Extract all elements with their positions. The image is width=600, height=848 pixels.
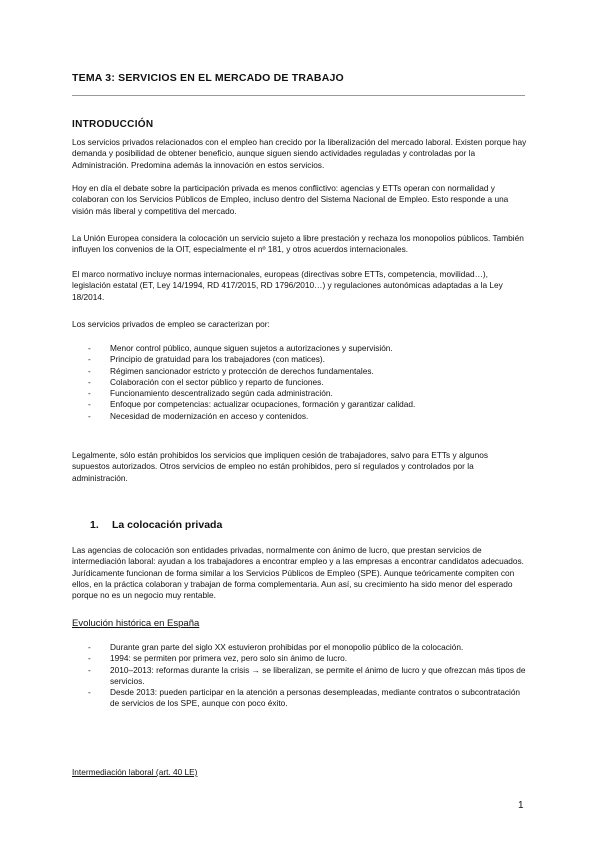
- intro-paragraph-2: Hoy en día el debate sobre la participación privada es menos conflictivo: agencias y ETTs operan con normalidad y colaboran con los Servicios Públicos de Empleo, incluso dentro del Sistema Nacional de Empleo. Esto responde a una visión más liberal y competitiva del mercado.: [72, 183, 509, 216]
- list-item: - Enfoque por competencias: actualizar ocupaciones, formación y garantizar calidad.: [88, 399, 416, 410]
- intro-heading: INTRODUCCIÓN: [72, 119, 154, 130]
- list-item: - 2010–2013: reformas durante la crisis → se liberalizan, se permite el ánimo de lucro y que ofrezcan más tipos de servicios.: [88, 664, 526, 686]
- section-title: La colocación privada: [112, 519, 223, 531]
- list-item: - Necesidad de modernización en acceso y contenidos.: [88, 410, 309, 421]
- intro-paragraph-4: El marco normativo incluye normas internacionales, europeas (directivas sobre ETTs, competencia, movilidad…), legislación estatal (ET, Ley 14/1994, RD 417/2015, RD 1796/2010…) y regulaciones autonómicas adaptadas a la Ley 18/2014.: [72, 269, 503, 302]
- page-number: 1: [518, 800, 524, 811]
- characteristics-intro: Los servicios privados de empleo se caracterizan por:: [72, 319, 270, 329]
- section-heading-colocacion: [90, 519, 222, 531]
- intro-paragraph-3: La Unión Europea considera la colocación un servicio sujeto a libre prestación y rechaza los monopolios públicos. También influyen los convenios de la OIT, especialmente el nº 181, y otros acuerdos internacionales.: [72, 233, 524, 255]
- list-item: - Colaboración con el sector público y reparto de funciones.: [88, 376, 324, 387]
- legal-paragraph: Legalmente, sólo están prohibidos los servicios que impliquen cesión de trabajadores, salvo para ETTs y algunos supuestos autorizados. Otros servicios de empleo no están prohibidos, pero sí regulados y controlados por la administración.: [72, 450, 489, 483]
- document-title: TEMA 3: SERVICIOS EN EL MERCADO DE TRABAJO: [72, 72, 344, 84]
- intermediation-heading: Intermediación laboral (art. 40 LE): [72, 767, 198, 777]
- list-item: - Régimen sancionador estricto y protección de derechos fundamentales.: [88, 365, 374, 376]
- list-item: - 1994: se permiten por primera vez, pero solo sin ánimo de lucro.: [88, 653, 348, 664]
- list-item: - Funcionamiento descentralizado según cada administración.: [88, 388, 333, 399]
- title-divider: [72, 95, 525, 96]
- evolution-list: [88, 642, 528, 710]
- colocacion-paragraph: Las agencias de colocación son entidades privadas, normalmente con ánimo de lucro, que prestan servicios de intermediación laboral: ayudan a los trabajadores a encontrar empleo y a las empresas a encontrar candidatos adecuados. Jurídicamente funcionan de forma similar a los Servicios Públicos de Empleo (SPE). Aunque teóricamente compiten con ellos, en la práctica colaboran y trabajan de forma complementaria. Aun así, su crecimiento ha sido menor del esperado porque no es un negocio muy rentable.: [72, 545, 524, 601]
- list-item: - Principio de gratuidad para los trabajadores (con matices).: [88, 354, 325, 365]
- list-item: - Desde 2013: pueden participar en la atención a personas desempleadas, mediante contratos o subcontratación de servicios de los SPE, aunque con poco éxito.: [88, 687, 521, 709]
- section-number: 1.: [90, 519, 99, 531]
- characteristics-list: [88, 343, 528, 422]
- list-item: - Durante gran parte del siglo XX estuvieron prohibidas por el monopolio público de la colocación.: [88, 642, 464, 652]
- intro-paragraph-1: Los servicios privados relacionados con el empleo han crecido por la liberalización del mercado laboral. Existen porque hay demanda y posibilidad de obtener beneficio, aunque siguen siendo actividades reguladas y controladas por la Administración. Predomina además la innovación en estos servicios.: [72, 137, 527, 170]
- evolution-heading: Evolución histórica en España: [72, 618, 200, 629]
- list-item: - Menor control público, aunque siguen sujetos a autorizaciones y supervisión.: [88, 343, 393, 353]
